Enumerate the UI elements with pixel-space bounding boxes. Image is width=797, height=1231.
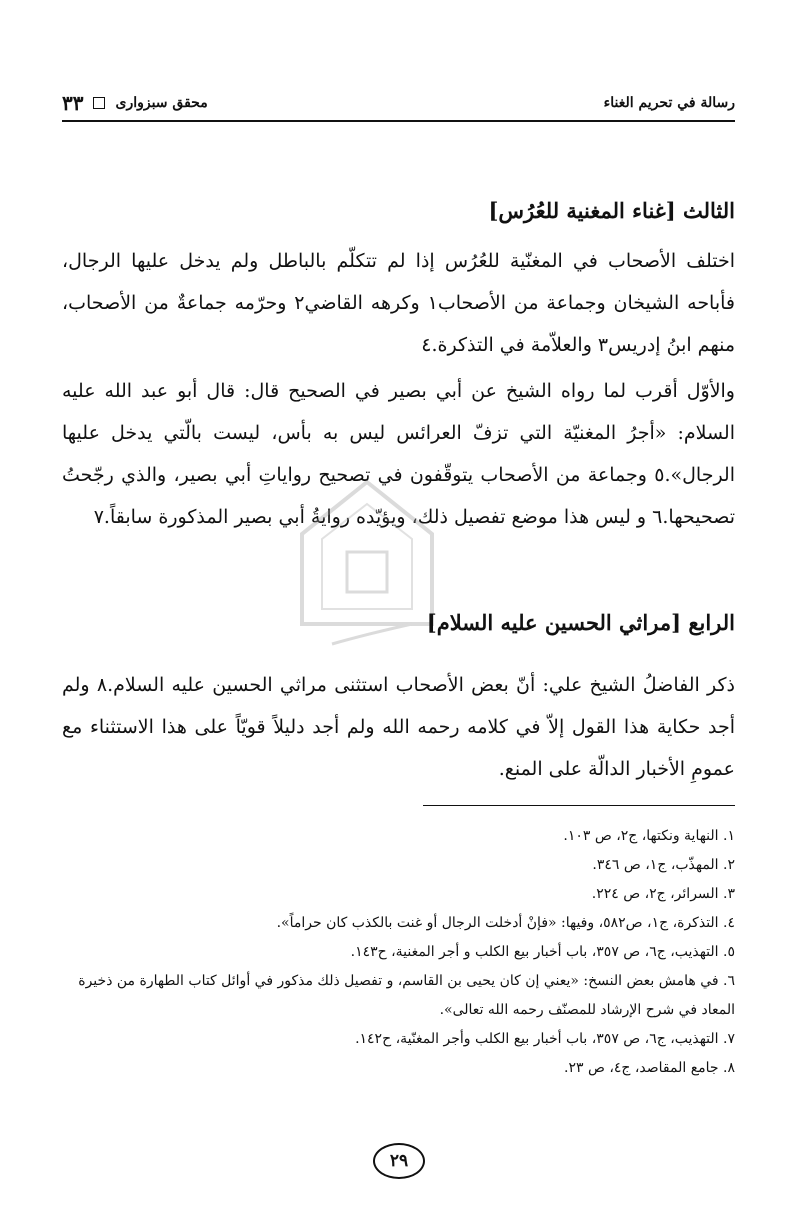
footnote: ٦. في هامش بعض النسخ: «يعني إن كان يحيى بن القاسم، و تفصيل ذلك مذكور في أوائل كتاب الطهارة من ذخيرة المعاد في شرح الإرشاد للمصنّف رحمه الله تعالى».	[78, 973, 735, 1018]
header-page-number: ٣٣	[62, 91, 84, 115]
footnote: ١. النهاية ونكتها، ج٢، ص ١٠٣.	[563, 828, 735, 844]
footnote-divider	[423, 805, 735, 806]
paragraph: اختلف الأصحاب في المغنّية للعُرُس إذا لم تتكلّم بالباطل ولم يدخل عليها الرجال، فأباحه الشيخان وجماعة من الأصحاب١ وكرهه القاضي٢ وحرّمه جماعةٌ من الأصحاب، منهم ابنُ إدريس٣ والعلاّمة في التذكرة.٤	[62, 250, 736, 356]
header-editor: محقق سبزواری	[115, 95, 208, 111]
page-number-badge: ٢٩	[373, 1143, 425, 1179]
footnote: ٧. التهذيب، ج٦، ص ٣٥٧، باب أخبار بيع الكلب وأجر المغنّية، ح١٤٢.	[355, 1031, 735, 1047]
footnotes	[62, 822, 735, 1083]
footnote: ٨. جامع المقاصد، ج٤، ص ٢٣.	[564, 1060, 735, 1076]
section-heading-third: الثالث [غناء المغنية للعُرُس]	[488, 198, 735, 223]
footnote: ٥. التهذيب، ج٦، ص ٣٥٧، باب أخبار بيع الكلب و أجر المغنية، ح١٤٣.	[350, 944, 735, 960]
header-divider	[62, 120, 735, 122]
section-heading-fourth: الرابع [مراثي الحسين عليه السلام]	[426, 610, 735, 635]
running-header	[62, 90, 735, 116]
header-title: رسالة في تحريم الغناء	[603, 95, 735, 111]
square-ornament-icon	[93, 97, 105, 109]
library-seal-watermark-icon	[292, 474, 442, 664]
header-left-group	[62, 91, 208, 115]
paragraph: والأوّل أقرب لما رواه الشيخ عن أبي بصير في الصحيح قال: قال أبو عبد الله عليه السلام: «أجرُ المغنيّة التي تزفّ العرائس ليس به بأس، ليست بالّتي يدخل عليها الرجال».٥ وجماعة من الأصحاب يتوقّفون في تصحيح رواياتِ أبي بصير، والذي رجّحتُ تصحيحها.٦ و ليس هذا موضع تفصيل ذلك، ويؤيّده روايةُ أبي بصير المذكورة سابقاً.٧	[62, 380, 735, 528]
footnote: ٣. السرائر، ج٢، ص ٢٢٤.	[591, 886, 735, 902]
paragraph: ذكر الفاضلُ الشيخ علي: أنّ بعض الأصحاب استثنى مراثي الحسين عليه السلام.٨ ولم أجد حكاية هذا القول إلاّ في كلامه رحمه الله ولم أجد دليلاً قويّاً على هذا الاستثناء مع عمومِ الأخبار الدالّة على المنع.	[62, 674, 735, 780]
footnote: ٢. المهذّب، ج١، ص ٣٤٦.	[592, 857, 735, 873]
footnote: ٤. التذكرة، ج١، ص٥٨٢، وفيها: «فإنْ أدخلت الرجال أو غنت بالكذب كان حراماً».	[276, 915, 735, 931]
